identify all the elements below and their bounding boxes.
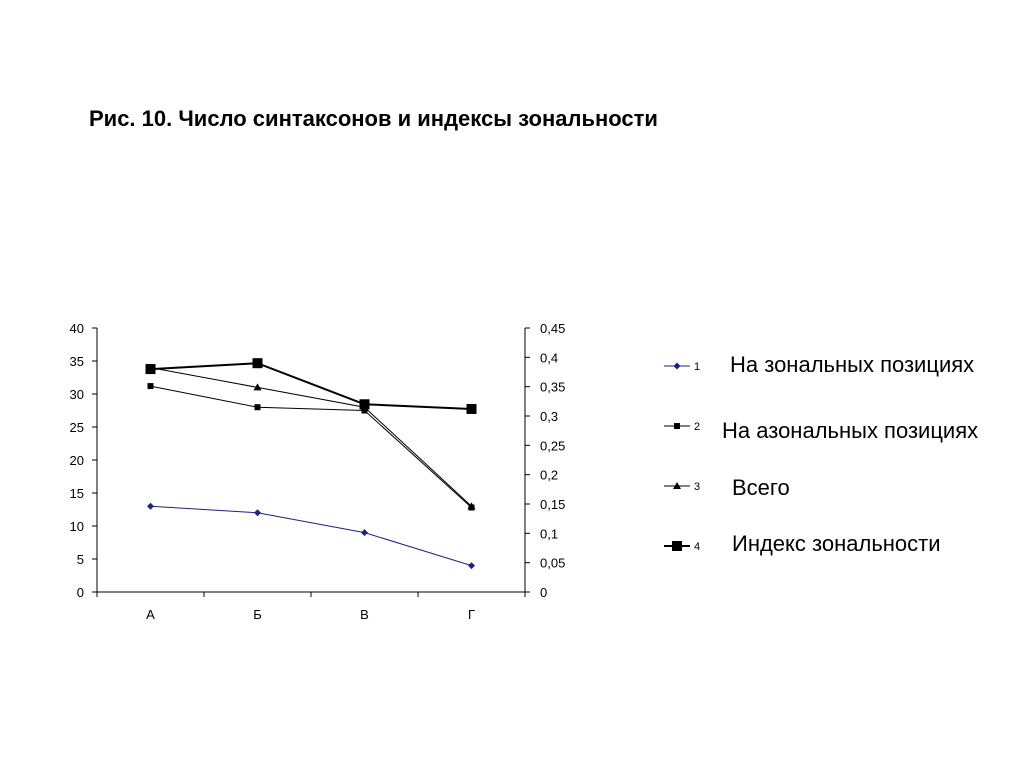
series-lines <box>146 358 477 569</box>
legend-key-4: 4 <box>694 541 701 553</box>
legend-key-2: 2 <box>694 421 701 433</box>
right-axis-tick-label: 0 <box>540 585 548 600</box>
x-axis-tick-label: Б <box>253 607 262 622</box>
left-axis-tick-label: 15 <box>69 486 84 501</box>
left-axis-tick-label: 10 <box>69 519 84 534</box>
legend-marker-2 <box>674 423 680 429</box>
right-axis-tick-label: 0,3 <box>540 409 559 424</box>
right-axis-tick-label: 0,1 <box>540 526 559 542</box>
legend-label-index: Индекс зональности <box>732 531 941 556</box>
series-4-point <box>146 364 156 374</box>
right-axis-tick-label: 0,25 <box>540 438 566 454</box>
legend-key-1: 1 <box>694 361 701 373</box>
legend-markers <box>664 361 700 553</box>
series-2-point <box>255 404 261 410</box>
left-axis-tick-label: 0 <box>76 585 84 600</box>
series-2-line <box>151 386 472 507</box>
left-axis-tick-label: 35 <box>69 354 84 369</box>
x-axis-tick-label: А <box>146 607 155 622</box>
series-1-point <box>468 562 475 569</box>
series-3-line <box>151 368 472 507</box>
axes <box>70 321 566 622</box>
series-1-point <box>147 503 154 510</box>
x-axis-tick-label: Г <box>467 607 476 622</box>
right-axis-tick-label: 0,05 <box>540 555 566 571</box>
left-axis-tick-label: 25 <box>69 420 84 435</box>
legend-label-azonal: На азональных позициях <box>722 418 979 443</box>
right-axis-tick-label: 0,45 <box>540 321 566 336</box>
legend-marker-1 <box>674 363 681 370</box>
legend-marker-4 <box>672 541 682 551</box>
series-1-point <box>361 529 368 536</box>
legend-key-3: 3 <box>694 481 701 493</box>
left-axis-tick-label: 30 <box>69 387 84 402</box>
series-4-line <box>151 363 472 409</box>
right-axis-tick-label: 0,15 <box>540 497 566 512</box>
legend-label-total: Всего <box>732 475 790 500</box>
left-axis-tick-label: 20 <box>69 453 84 468</box>
legend-label-zonal: На зональных позициях <box>730 352 975 377</box>
right-axis-tick-label: 0,4 <box>540 350 559 366</box>
right-axis-tick-label: 0,2 <box>540 467 559 483</box>
left-axis-tick-label: 5 <box>76 552 84 567</box>
series-4-point <box>253 358 263 368</box>
series-4-point <box>360 399 370 409</box>
chart-title: Рис. 10. Число синтаксонов и индексы зональности <box>89 106 658 131</box>
right-axis-tick-label: 0,35 <box>540 379 566 395</box>
series-1-point <box>254 509 261 516</box>
series-2-point <box>148 383 154 389</box>
x-axis-tick-label: В <box>360 607 369 622</box>
left-axis-tick-label: 40 <box>69 321 84 336</box>
series-1-line <box>151 506 472 565</box>
series-4-point <box>467 404 477 414</box>
